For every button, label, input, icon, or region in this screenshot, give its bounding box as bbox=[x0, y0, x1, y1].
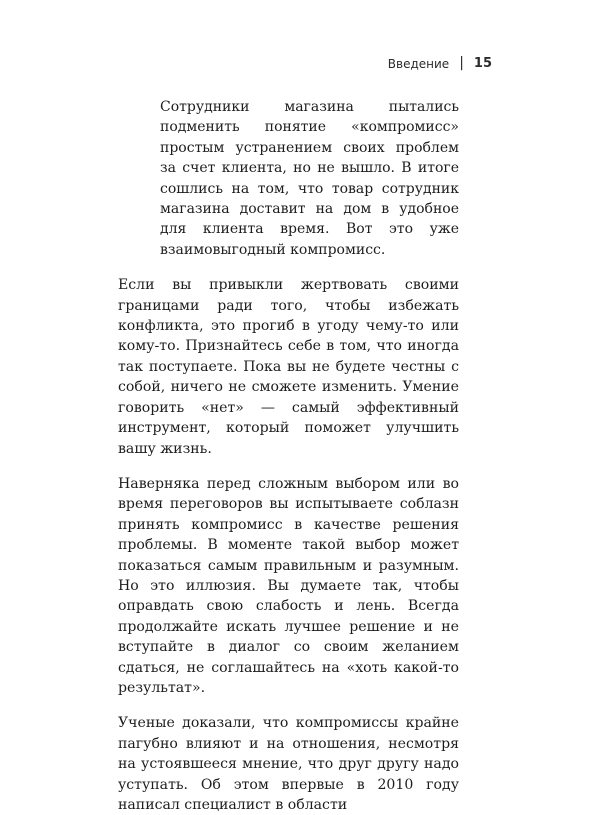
page-number: 15 bbox=[473, 56, 492, 71]
section-title: Введение bbox=[387, 56, 450, 71]
paragraph-2: Наверняка перед сложным выбором или во время переговоров вы испытываете соблазн принять компромисс в качестве решения проблемы. В моменте такой выбор может показаться самым правильным и разумным. Но это иллюзия. Вы думаете так, чтобы оправдать свою слабость и лень. Всегда продолжайте искать лучшее решение и не вступайте в диалог со своим желанием сдаться, не соглашайтесь на «хоть какой-то результат». bbox=[118, 475, 459, 696]
indented-quote: Сотрудники магазина пытались подменить понятие «компромисс» простым устранением своих проблем за счет клиента, но не вышло. В итоге сошлись на том, что товар сотрудник магазина доставит на дом в удобное для клиента время. Вот это уже взаимовыгодный компромисс. bbox=[160, 99, 459, 258]
paragraph-1: Если вы привыкли жертвовать своими границами ради того, чтобы избежать конфликта, это прогиб в угоду чему-то или кому-то. Признайтесь себе в том, что иногда так поступаете. Пока вы не будете честны с собой, ничего не сможете изменить. Умение говорить «нет» — самый эффективный инструмент, который поможет улучшить вашу жизнь. bbox=[118, 277, 459, 457]
header-separator: | bbox=[459, 54, 464, 71]
paragraph-3: Ученые доказали, что компромиссы крайне пагубно влияют и на отношения, несмотря на устоявшееся мнение, что друг другу надо уступать. Об этом впервые в 2010 году написал специалист в области bbox=[118, 715, 459, 813]
page-body bbox=[118, 97, 459, 815]
running-head bbox=[388, 56, 492, 71]
